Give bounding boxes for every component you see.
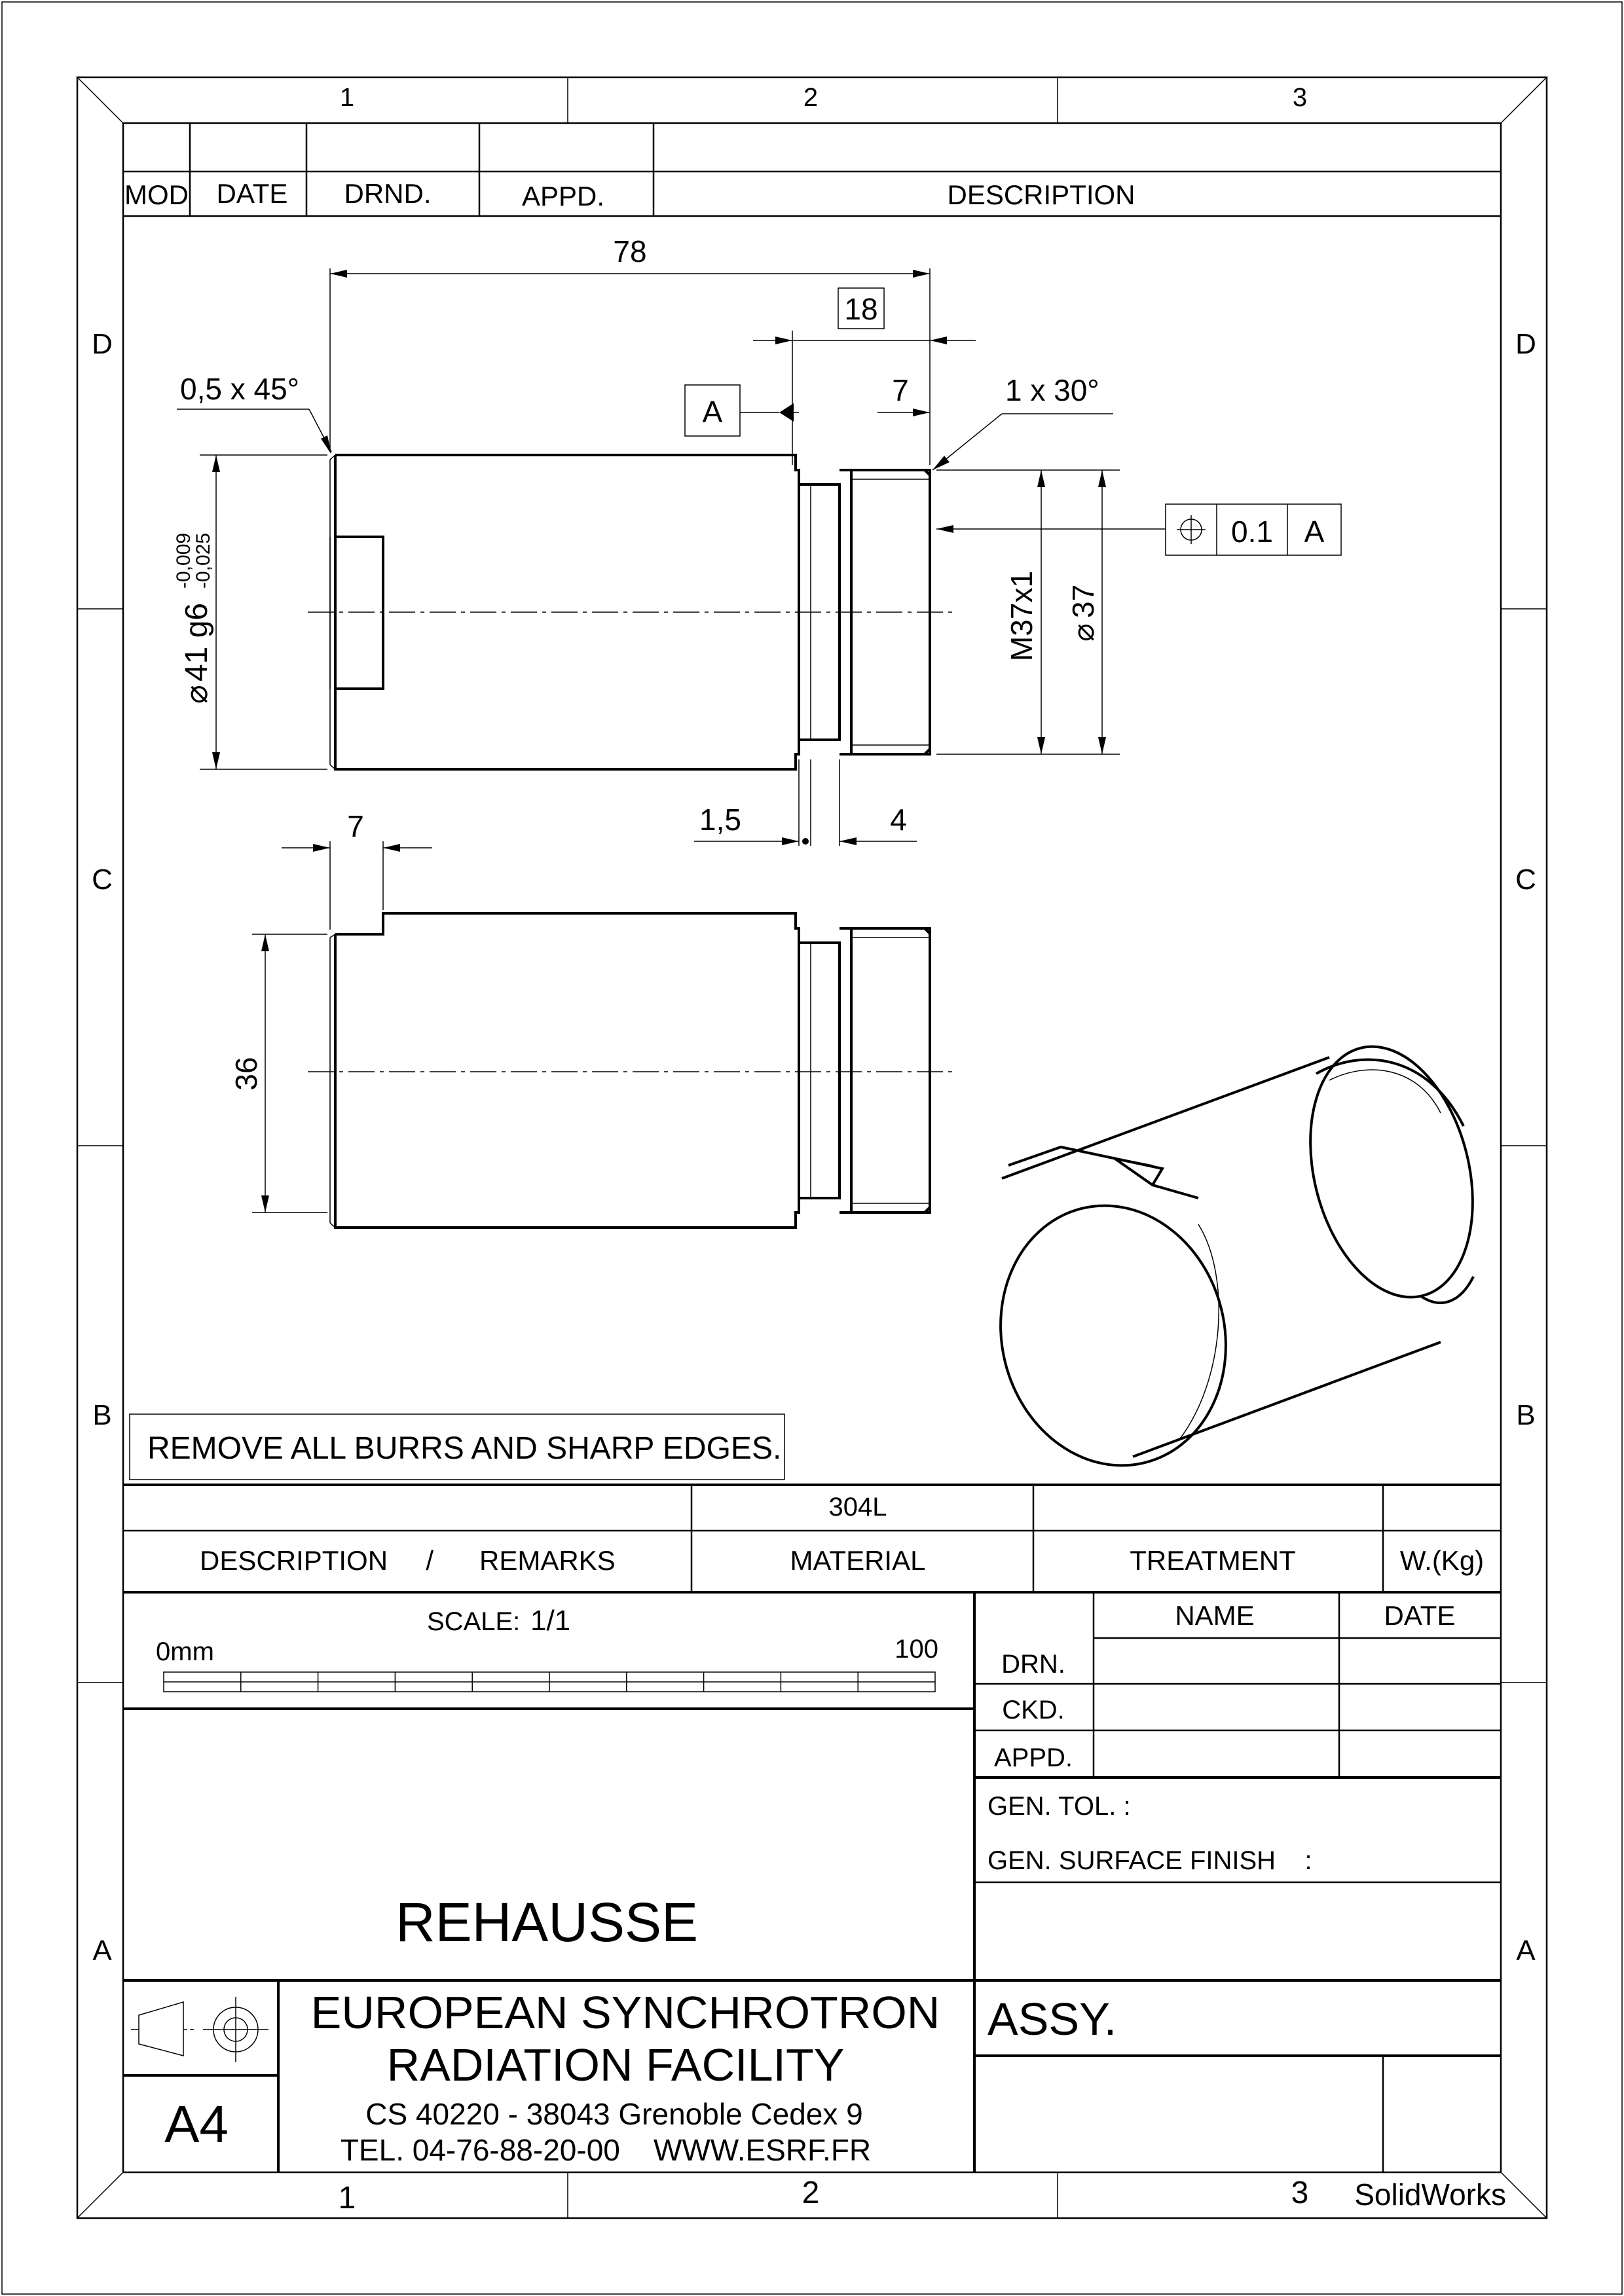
grid-row-c-right: C xyxy=(1515,864,1536,896)
grid-col-1-top: 1 xyxy=(339,83,355,112)
front-view-dimensions xyxy=(177,268,1166,846)
rev-header-description: DESCRIPTION xyxy=(947,179,1135,210)
org-line1: EUROPEAN SYNCHROTRON xyxy=(310,1987,940,2038)
drn-label: DRN. xyxy=(1001,1650,1065,1679)
dim-thread: M37x1 xyxy=(1005,570,1039,661)
revision-table xyxy=(123,123,1501,216)
dim-flat-length: 7 xyxy=(347,809,364,843)
rev-header-date: DATE xyxy=(216,178,288,209)
grid-row-b-left: B xyxy=(92,1399,112,1431)
dim-thread-length: 18 xyxy=(844,292,878,326)
grid-col-1-bottom: 1 xyxy=(338,2181,356,2215)
description-remarks-label: DESCRIPTION / REMARKS xyxy=(200,1545,616,1576)
dim-chamfer-left: 0,5 x 45° xyxy=(180,372,300,406)
dim-thread-group xyxy=(1005,571,1039,661)
position-tolerance-datum: A xyxy=(1304,515,1325,549)
gen-surface-label: GEN. SURFACE FINISH : xyxy=(987,1846,1312,1875)
dim-diameter-thread-group xyxy=(1066,585,1100,642)
software-label: SolidWorks xyxy=(1354,2178,1506,2212)
datum-label: A xyxy=(702,395,723,429)
top-view xyxy=(252,841,956,1228)
grid-col-3-bottom: 3 xyxy=(1291,2176,1309,2210)
weight-label: W.(Kg) xyxy=(1399,1545,1485,1576)
front-view xyxy=(308,455,956,769)
rev-header-appd: APPD. xyxy=(521,181,605,211)
grid-row-a-left: A xyxy=(92,1935,112,1967)
isometric-view xyxy=(974,1029,1498,1489)
dim-flat-height: 36 xyxy=(229,1057,263,1091)
outer-frame xyxy=(2,2,1622,2294)
grid-row-a-right: A xyxy=(1516,1935,1536,1967)
sheet-format: A4 xyxy=(164,2095,229,2153)
dim-groove-offset: 4 xyxy=(890,803,907,837)
dim-flat-height-group xyxy=(229,1057,263,1090)
grid-row-b-right: B xyxy=(1516,1399,1536,1431)
grid-col-3-top: 3 xyxy=(1292,83,1308,112)
dim-overall-length: 78 xyxy=(613,234,647,268)
date-header: DATE xyxy=(1384,1600,1456,1631)
dim-diameter-main-prefix: ⌀ xyxy=(179,685,214,704)
position-tolerance-value: 0.1 xyxy=(1231,515,1273,549)
dim-diameter-main: 41 g6 xyxy=(179,602,214,682)
dim-chamfer-right: 1 x 30° xyxy=(1005,373,1099,407)
org-address: CS 40220 - 38043 Grenoble Cedex 9 xyxy=(365,2097,863,2131)
dim-diameter-main-group xyxy=(173,533,214,704)
rev-header-drnd: DRND. xyxy=(344,178,432,209)
material-label: MATERIAL xyxy=(790,1545,926,1576)
scale-label: SCALE: xyxy=(427,1607,521,1636)
grid-row-d-right: D xyxy=(1515,328,1536,360)
dim-diameter-thread: 37 xyxy=(1066,584,1100,618)
scale-bar xyxy=(164,1672,935,1692)
grid-row-d-left: D xyxy=(92,328,113,360)
rev-header-mod: MOD xyxy=(124,179,189,210)
ckd-label: CKD. xyxy=(1002,1696,1065,1724)
dim-datum-offset: 7 xyxy=(892,373,909,407)
dim-tol-lower: -0,025 xyxy=(193,532,214,589)
note-text: REMOVE ALL BURRS AND SHARP EDGES. xyxy=(147,1431,782,1466)
projection-symbol-icon xyxy=(131,1997,268,2062)
scale-end: 100 xyxy=(895,1635,938,1664)
treatment-label: TREATMENT xyxy=(1130,1545,1296,1576)
appd-label: APPD. xyxy=(993,1743,1073,1772)
grid-row-c-left: C xyxy=(92,864,113,896)
grid-col-2-top: 2 xyxy=(803,83,819,112)
material-value: 304L xyxy=(828,1493,887,1522)
org-contact: TEL. 04-76-88-20-00 WWW.ESRF.FR xyxy=(340,2133,872,2167)
dim-groove-width: 1,5 xyxy=(699,803,741,837)
org-line2: RADIATION FACILITY xyxy=(386,2039,845,2090)
assy-label: ASSY. xyxy=(987,1994,1117,2045)
gen-tol-label: GEN. TOL. : xyxy=(987,1792,1131,1821)
part-name: REHAUSSE xyxy=(395,1891,699,1953)
name-header: NAME xyxy=(1175,1600,1255,1631)
grid-col-2-bottom: 2 xyxy=(802,2176,820,2210)
scale-value: 1/1 xyxy=(530,1605,571,1637)
scale-start: 0mm xyxy=(156,1637,214,1666)
dim-diameter-thread-prefix: ⌀ xyxy=(1066,623,1100,642)
dim-tol-upper: -0,009 xyxy=(173,532,194,589)
